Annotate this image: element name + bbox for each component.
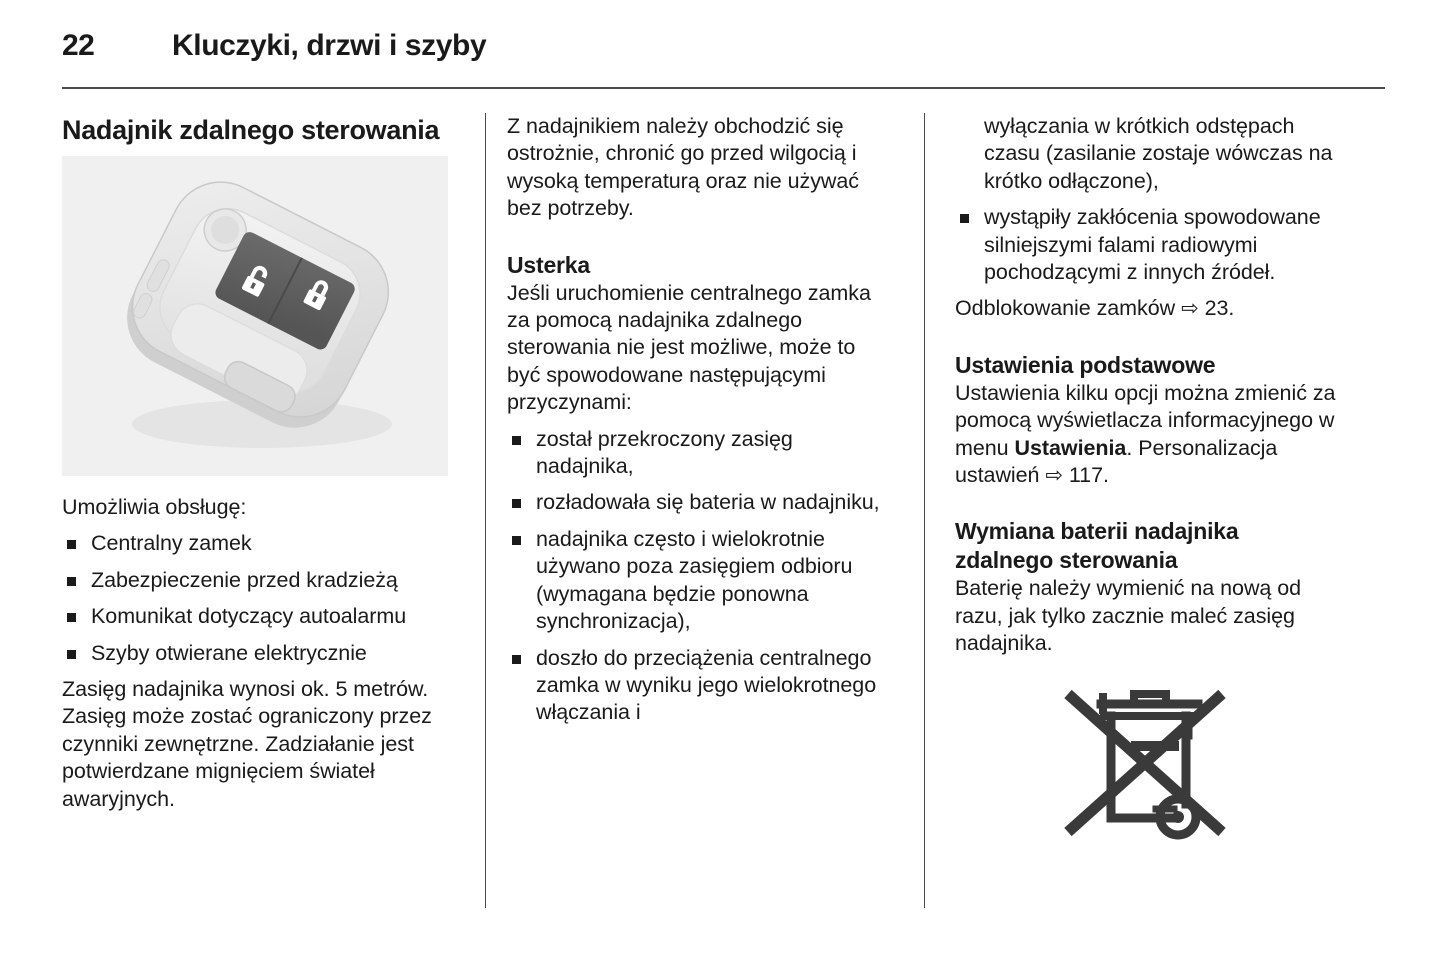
cross-reference-unlocking — [955, 295, 1341, 322]
figure-intro-text: Umożliwia obsługę: — [62, 495, 247, 519]
cross-reference-page: 23. — [1204, 296, 1235, 321]
battery-replacement-paragraph: Baterię należy wymienić na nową od razu, jak tylko zacznie maleć zasięg nadajnika. — [955, 576, 1302, 656]
bullet-square-icon — [512, 655, 521, 664]
remote-control-key-fob-figure — [62, 156, 448, 476]
list-item — [62, 640, 448, 667]
bullet-square-icon — [67, 540, 76, 549]
malfunction-causes-list — [507, 426, 893, 727]
malfunction-heading: Usterka — [507, 251, 590, 278]
list-item — [507, 645, 893, 727]
battery-replacement-heading: Wymiana baterii nadajnika zdalnego sterowania — [955, 518, 1239, 574]
basic-settings-paragraph — [955, 380, 1341, 490]
weee-symbol-figure — [955, 658, 1341, 847]
range-paragraph: Zasięg nadajnika wynosi ok. 5 metrów. Zasięg może zostać ograniczony przez czynniki zewnętrzne. Zadziałanie jest potwierdzane mignięciem świateł awaryjnych. — [62, 677, 432, 811]
list-item — [62, 567, 448, 594]
list-item — [62, 530, 448, 557]
list-item — [955, 204, 1341, 286]
settings-menu-term: Ustawienia — [1014, 435, 1127, 460]
page-header — [62, 28, 1385, 76]
key-fob-illustration — [62, 156, 448, 476]
basic-settings-heading: Ustawienia podstawowe — [955, 351, 1216, 378]
bullet-square-icon — [512, 536, 521, 545]
column-divider-left — [485, 113, 486, 908]
column-middle — [507, 113, 893, 727]
list-item-label: Szyby otwierane elektrycznie — [91, 640, 367, 665]
malfunction-paragraph: Jeśli uruchomienie centralnego zamka za pomocą nadajnika zdalnego sterowania nie jest możliwe, może to być spowodowane następującymi przyczynami: — [507, 280, 871, 415]
features-bullet-list — [62, 530, 448, 667]
list-item — [62, 603, 448, 630]
bullet-square-icon — [67, 650, 76, 659]
settings-text-part-2: . Personalizacja ustawień — [955, 435, 1278, 488]
list-item-label: Komunikat dotyczący autoalarmu — [91, 604, 407, 629]
list-item — [507, 526, 893, 636]
list-item-label: rozładowała się bateria w nadajniku, — [536, 490, 880, 515]
page-body — [62, 113, 1385, 913]
list-item-label: Zabezpieczenie przed kradzieżą — [91, 567, 398, 592]
column-right — [955, 113, 1341, 847]
cross-reference-arrow-icon: ⇨ — [1181, 297, 1199, 321]
list-item-label: wystąpiły zakłócenia spowodowane silniejszymi falami radiowymi pochodzącymi z innych źródeł. — [984, 205, 1321, 285]
header-divider-rule — [62, 87, 1385, 89]
handling-paragraph: Z nadajnikiem należy obchodzić się ostrożnie, chronić go przed wilgocią i wysoką temperaturą oraz nie używać bez potrzeby. — [507, 114, 860, 221]
bullet-square-icon — [960, 214, 969, 223]
list-item-label: Centralny zamek — [91, 531, 252, 556]
list-item-label: nadajnika często i wielokrotnie używano poza zasięgiem odbioru (wymagana będzie ponowna synchronizacja), — [536, 526, 853, 634]
list-item-label: doszło do przeciążenia centralnego zamka w wyniku jego wielokrotnego włączania i — [536, 645, 877, 725]
list-item — [507, 426, 893, 481]
column-left — [62, 113, 448, 813]
settings-text-part-1: Ustawienia kilku opcji można zmienić za pomocą wyświetlacza informacyjnego w menu — [955, 380, 1336, 460]
bullet-square-icon — [67, 613, 76, 622]
cross-reference-label: Odblokowanie zamków — [955, 296, 1176, 321]
page-title: Nadajnik zdalnego sterowania — [62, 115, 440, 145]
list-item — [507, 489, 893, 516]
bullet-square-icon — [512, 499, 521, 508]
list-item-label: został przekroczony zasięg nadajnika, — [536, 426, 793, 479]
column-divider-right — [924, 113, 925, 908]
chapter-title: Kluczyki, drzwi i szyby — [172, 29, 487, 62]
continuation-paragraph: wyłączania w krótkich odstępach czasu (zasilanie zostaje wówczas na krótko odłączone), — [984, 114, 1333, 193]
cross-reference-arrow-icon: ⇨ — [1045, 464, 1063, 488]
page-number: 22 — [62, 29, 95, 62]
bullet-square-icon — [512, 436, 521, 445]
weee-crossed-out-wheeled-bin-icon — [1056, 672, 1241, 847]
bullet-square-icon — [67, 577, 76, 586]
interference-cause-list — [955, 204, 1341, 286]
settings-cross-reference-page: 117. — [1062, 463, 1109, 488]
